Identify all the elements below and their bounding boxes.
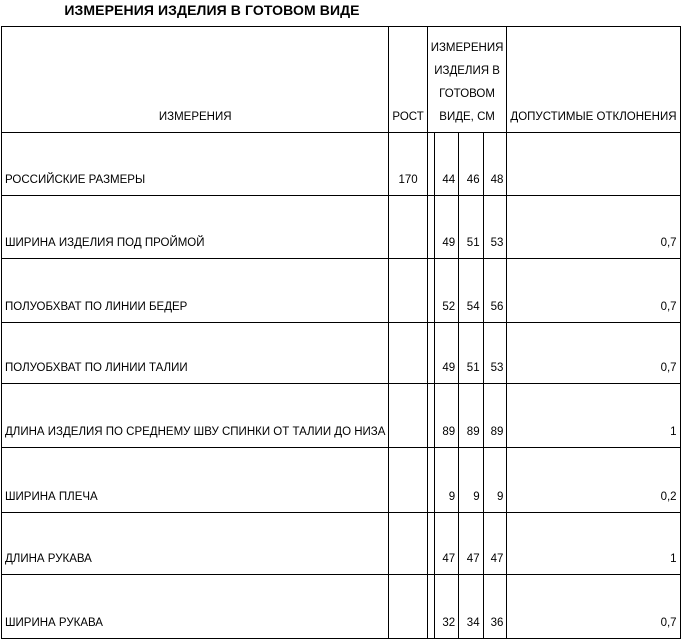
- size-value: 9: [483, 448, 507, 513]
- size-value: 89: [483, 384, 507, 448]
- rost-value: 170: [389, 133, 427, 196]
- size-value: 47: [459, 513, 483, 575]
- column-gap: [427, 196, 434, 259]
- size-value: 51: [459, 323, 483, 384]
- column-gap: [427, 323, 434, 384]
- measurements-table: [1, 26, 681, 639]
- measurement-name: РОССИЙСКИЕ РАЗМЕРЫ: [2, 133, 389, 196]
- column-gap: [427, 384, 434, 448]
- rost-cell: [389, 575, 427, 639]
- table-row: [2, 133, 681, 196]
- column-gap: [427, 133, 434, 196]
- table-row: [2, 513, 681, 575]
- tolerance-value: 0,7: [507, 259, 680, 323]
- tolerance-value: 1: [507, 384, 680, 448]
- tolerance-value: [507, 133, 680, 196]
- rost-cell: [389, 448, 427, 513]
- size-value: 51: [459, 196, 483, 259]
- measurement-name: ШИРИНА ИЗДЕЛИЯ ПОД ПРОЙМОЙ: [2, 196, 389, 259]
- size-value: 34: [459, 575, 483, 639]
- size-value: 48: [483, 133, 507, 196]
- size-value: 9: [459, 448, 483, 513]
- size-value: 46: [459, 133, 483, 196]
- tolerance-value: 0,2: [507, 448, 680, 513]
- rost-cell: [389, 323, 427, 384]
- size-value: 49: [434, 323, 458, 384]
- page-title: ИЗМЕРЕНИЯ ИЗДЕЛИЯ В ГОТОВОМ ВИДЕ: [64, 2, 360, 18]
- size-value: 44: [434, 133, 458, 196]
- tolerance-value: 1: [507, 513, 680, 575]
- header-measure: ИЗМЕРЕНИЯ: [2, 27, 389, 133]
- tolerance-value: 0,7: [507, 575, 680, 639]
- tolerance-value: 0,7: [507, 196, 680, 259]
- header-rost: РОСТ: [389, 27, 427, 133]
- table-row: [2, 384, 681, 448]
- size-value: 47: [434, 513, 458, 575]
- measurement-name: ДЛИНА ИЗДЕЛИЯ ПО СРЕДНЕМУ ШВУ СПИНКИ ОТ ТАЛИИ ДО НИЗА: [2, 384, 389, 448]
- size-value: 89: [459, 384, 483, 448]
- column-gap: [427, 259, 434, 323]
- size-value: 9: [434, 448, 458, 513]
- rost-cell: [389, 259, 427, 323]
- rost-cell: [389, 196, 427, 259]
- size-value: 53: [483, 323, 507, 384]
- column-gap: [427, 448, 434, 513]
- size-value: 32: [434, 575, 458, 639]
- size-value: 49: [434, 196, 458, 259]
- column-gap: [427, 513, 434, 575]
- table-row: [2, 448, 681, 513]
- size-value: 47: [483, 513, 507, 575]
- header-tolerance: ДОПУСТИМЫЕ ОТКЛОНЕНИЯ: [507, 27, 680, 133]
- size-value: 56: [483, 259, 507, 323]
- table-row: [2, 196, 681, 259]
- measurement-name: ШИРИНА РУКАВА: [2, 575, 389, 639]
- size-value: 54: [459, 259, 483, 323]
- tolerance-value: 0,7: [507, 323, 680, 384]
- size-value: 36: [483, 575, 507, 639]
- table-row: [2, 575, 681, 639]
- size-value: 53: [483, 196, 507, 259]
- table-row: [2, 323, 681, 384]
- header-sizes: ИЗМЕРЕНИЯ ИЗДЕЛИЯ В ГОТОВОМ ВИДЕ, СМ: [427, 27, 507, 133]
- column-gap: [427, 575, 434, 639]
- size-value: 89: [434, 384, 458, 448]
- measurement-name: ПОЛУОБХВАТ ПО ЛИНИИ ТАЛИИ: [2, 323, 389, 384]
- rost-cell: [389, 513, 427, 575]
- measurement-name: ДЛИНА РУКАВА: [2, 513, 389, 575]
- measurement-name: ШИРИНА ПЛЕЧА: [2, 448, 389, 513]
- measurement-name: ПОЛУОБХВАТ ПО ЛИНИИ БЕДЕР: [2, 259, 389, 323]
- size-value: 52: [434, 259, 458, 323]
- table-row: [2, 259, 681, 323]
- rost-cell: [389, 384, 427, 448]
- header-row: [2, 27, 681, 133]
